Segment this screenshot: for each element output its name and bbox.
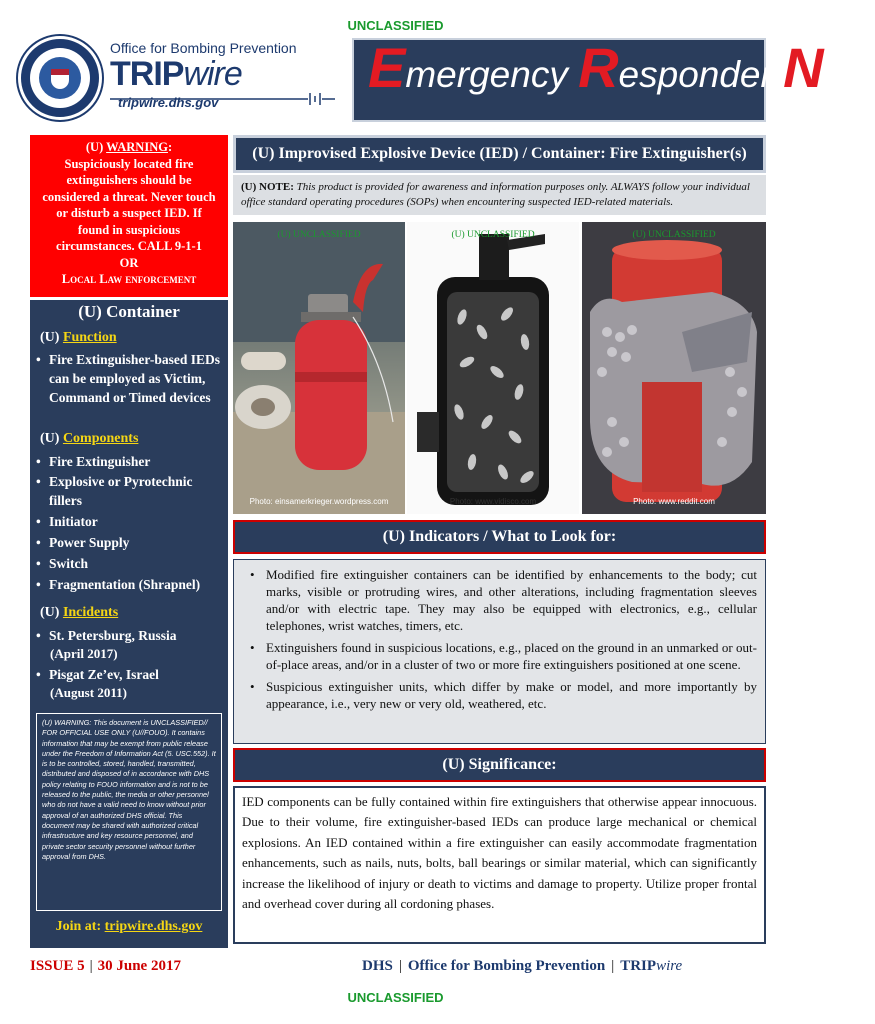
function-heading bbox=[40, 330, 117, 346]
photo-fire-extinguisher-ied bbox=[233, 222, 405, 514]
photo-3-classification: (U) UNCLASSIFIED bbox=[632, 230, 716, 240]
page-title: (U) Improvised Explosive Device (IED) / Container: Fire Extinguisher(s) bbox=[233, 135, 766, 173]
footer-dhs: DHS bbox=[362, 958, 393, 974]
significance-text: IED components can be fully contained within fire extinguishers that otherwise appear innocuous. Due to their volume, fire extinguisher-based IEDs can produce large mechanical or chemical explosions. An IED contained within a fire extinguisher can easily accommodate fragmentation enhancements, such as nails, nuts, bolts, ball bearings or similar material, which can significantly increase the likelihood of injury or death to victims and damage to property. Utilize proper frontal and overhead cover during all cordoning phases. bbox=[233, 786, 766, 944]
component-item: • Explosive or Pyrotechnic fillers bbox=[36, 472, 216, 510]
incident-date: (April 2017) bbox=[50, 646, 118, 661]
indicators-heading: (U) Indicators / What to Look for: bbox=[233, 520, 766, 554]
incidents-heading bbox=[40, 605, 118, 621]
warning-marking: (U) bbox=[85, 140, 107, 154]
warning-box bbox=[30, 135, 228, 297]
photo-3-illustration bbox=[582, 222, 766, 514]
component-item: • Switch bbox=[36, 554, 222, 573]
photo-1-illustration bbox=[233, 222, 405, 514]
photo-3-credit: Photo: www.reddit.com bbox=[633, 497, 715, 506]
warning-body: Suspiciously located fire extinguishers should be considered a threat. Never touch or disturb a suspect IED. If found in suspicious circumstances. CALL 9-1-1 bbox=[42, 156, 216, 253]
warning-heading: WARNING bbox=[106, 140, 168, 154]
join-prefix: Join at: bbox=[55, 919, 105, 934]
footer-separator: | bbox=[398, 958, 402, 974]
banner-letter-n: N bbox=[783, 36, 824, 99]
footer-branding bbox=[362, 958, 682, 975]
indicator-item: • Suspicious extinguisher units, which differ by make or model, and more importantly by appearance, i.e., very new or very old, weathered, etc. bbox=[244, 678, 757, 712]
fouo-warning: (U) WARNING: This document is UNCLASSIFIED// FOR OFFICIAL USE ONLY (U//FOUO). It contains information that may be exempt from public release under the Freedom of Information Act (5. USC.552). It is to be controlled, stored, handled, transmitted, distributed and disposed of in accordance with DHS policy relating to FOUO information and is not to be released to the public, the media or other personnel who do not have a valid need to know without prior approval of an authorized DHS official. This document may be shared with authorized critical infrastructure and key resource personnel, and private sector security personnel without further approval from DHS. bbox=[36, 713, 222, 911]
note-label: (U) NOTE: bbox=[241, 181, 297, 193]
function-marking: (U) bbox=[40, 330, 63, 345]
component-item: • Initiator bbox=[36, 512, 222, 531]
tripwire-logo bbox=[110, 55, 242, 94]
components-heading bbox=[40, 431, 138, 447]
function-heading-label: Function bbox=[62, 330, 117, 345]
photo-1-classification: (U) UNCLASSIFIED bbox=[277, 230, 361, 240]
photo-1-credit: Photo: einsamerkrieger.wordpress.com bbox=[249, 497, 389, 506]
photo-2-classification: (U) UNCLASSIFIED bbox=[451, 230, 535, 240]
component-item: • Fire Extinguisher bbox=[36, 452, 222, 471]
footer-trip: TRIP bbox=[620, 958, 657, 974]
banner-word-responder: esponder bbox=[618, 54, 784, 95]
warning-or: OR bbox=[119, 255, 139, 270]
tripwire-url[interactable]: tripwire.dhs.gov bbox=[118, 95, 219, 110]
office-name: Office for Bombing Prevention bbox=[110, 40, 297, 56]
components-heading-label: Components bbox=[62, 431, 139, 446]
banner-word-note: ote bbox=[823, 54, 875, 95]
banner-word-emergency: mergency bbox=[405, 54, 579, 95]
indicators-list bbox=[233, 559, 766, 744]
logo-trip: TRIP bbox=[110, 55, 184, 93]
dhs-seal-icon bbox=[18, 36, 102, 120]
component-item: • Fragmentation (Shrapnel) bbox=[36, 575, 222, 594]
significance-heading: (U) Significance: bbox=[233, 748, 766, 782]
banner-letter-r: R bbox=[578, 36, 619, 99]
incident-place: • Pisgat Ze’ev, Israel bbox=[36, 665, 222, 684]
component-item: • Power Supply bbox=[36, 533, 222, 552]
classification-bottom: UNCLASSIFIED bbox=[347, 990, 444, 1005]
note-text: This product is provided for awareness and information purposes only. ALWAYS follow your individual office standard operating procedures (SOPs) when encountering suspected IED-related materials. bbox=[241, 181, 750, 208]
photo-fragmentation-extinguisher bbox=[582, 222, 766, 514]
issue-number: ISSUE 5 bbox=[30, 958, 85, 974]
sidebar bbox=[30, 300, 228, 948]
emergency-responder-note-banner bbox=[352, 36, 875, 122]
components-marking: (U) bbox=[40, 431, 63, 446]
indicator-item: • Extinguishers found in suspicious locations, e.g., placed on the ground in an unmarked or out-of-place areas, and/or in a cluster of two or more fire extinguishers positioned at one scene. bbox=[244, 639, 757, 673]
photo-2-credit: Photo: www.vidisco.com bbox=[449, 497, 537, 506]
footer-wire: wire bbox=[656, 958, 683, 974]
footer-office: Office for Bombing Prevention bbox=[407, 958, 606, 974]
awareness-note bbox=[233, 175, 766, 215]
banner-letter-e: E bbox=[368, 36, 406, 99]
issue-date: 30 June 2017 bbox=[97, 958, 181, 974]
issue-separator: | bbox=[89, 958, 93, 974]
classification-top: UNCLASSIFIED bbox=[347, 18, 444, 33]
join-line bbox=[30, 919, 228, 935]
logo-wire: wire bbox=[183, 55, 242, 93]
function-item: • Fire Extinguisher-based IEDs can be employed as Victim, Command or Timed devices bbox=[36, 350, 222, 407]
warning-colon: : bbox=[167, 140, 173, 154]
incident-date: (August 2011) bbox=[50, 685, 127, 700]
join-link[interactable]: tripwire.dhs.gov bbox=[104, 919, 203, 934]
indicator-item: • Modified fire extinguisher containers can be identified by enhancements to the body; cut marks, visible or protruding wires, and other alterations, including fragmentation sleeves and/or with electric tape. They may also be equipped with electronics, e.g., cellular telephones, wrist watches, timers, etc. bbox=[244, 566, 757, 634]
sidebar-title: (U) Container bbox=[78, 302, 180, 321]
incidents-heading-label: Incidents bbox=[62, 605, 119, 620]
footer-separator: | bbox=[611, 958, 615, 974]
photo-xray-extinguisher bbox=[407, 222, 579, 514]
issue-line bbox=[30, 958, 181, 975]
photo-2-illustration bbox=[407, 222, 579, 514]
warning-law-enforcement: Local Law enforcement bbox=[61, 272, 197, 286]
incident-place: • St. Petersburg, Russia bbox=[36, 626, 222, 645]
incidents-marking: (U) bbox=[40, 605, 63, 620]
